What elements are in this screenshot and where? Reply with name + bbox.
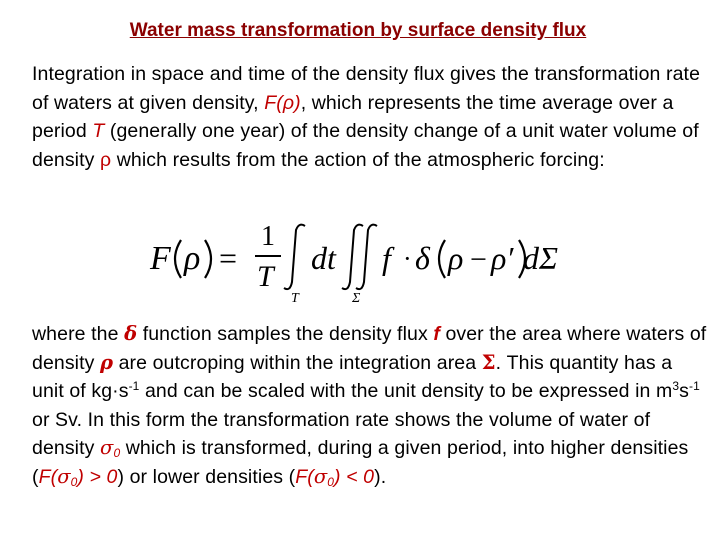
formula-one: 1	[261, 221, 275, 252]
rho-symbol: ρ	[100, 148, 112, 171]
sigma-area-symbol: Σ	[481, 350, 496, 374]
subscript: 0	[327, 474, 335, 489]
sub-T: T	[291, 291, 299, 306]
text-run: . This quantity has a unit of kg·s	[32, 351, 673, 402]
formula-rho-2: ρ	[448, 240, 464, 276]
paren-open	[175, 240, 181, 278]
paren-open-2	[439, 240, 445, 278]
explanation-paragraph	[32, 320, 708, 491]
exponent: 3	[672, 379, 680, 393]
sigma-symbol: σ	[100, 436, 114, 459]
text-run: , which represents the time average over a period	[32, 91, 674, 142]
formula-rho-prime: ρ′	[491, 240, 514, 276]
sub-Sigma: Σ	[352, 291, 361, 306]
flux-symbol: f	[433, 323, 440, 345]
text-run: (generally one year) of the density change of a unit water volume of density	[32, 120, 699, 171]
formula-dt: dt	[311, 240, 336, 276]
text-run: s	[679, 380, 690, 402]
text-run: are outcroping within the integration area	[113, 351, 482, 374]
integral-sign-area-2	[356, 225, 377, 289]
intro-paragraph	[32, 60, 708, 174]
f-open: F(	[295, 465, 314, 488]
text-run: and can be scaled with the unit density to be expressed in m	[139, 380, 673, 402]
period-symbol: T	[92, 120, 105, 142]
f-open: F(	[38, 465, 58, 488]
integral-sign-area-1	[342, 225, 363, 289]
text-run: ) or lower densities (	[117, 465, 296, 488]
formula-dSigma: dΣ	[523, 240, 559, 276]
formula-rho: ρ	[184, 240, 201, 277]
transformation-formula	[145, 212, 565, 312]
delta-symbol: δ	[124, 322, 138, 345]
paren-close	[205, 240, 211, 278]
formula-f: f	[382, 240, 391, 276]
f-close-positive: ) > 0	[77, 465, 118, 488]
formula-svg	[145, 212, 565, 312]
text-run: which is transformed, during a given period, into higher densities (	[32, 437, 689, 488]
subscript: 0	[70, 474, 78, 489]
formula-T: T	[257, 260, 274, 293]
exponent: -1	[128, 379, 140, 393]
exponent: -1	[689, 379, 700, 393]
formula-dot: ·	[403, 244, 412, 273]
f-rho-term: F(ρ)	[264, 91, 301, 114]
f-close-negative: ) < 0	[334, 465, 375, 488]
text-run: where the	[32, 323, 125, 345]
formula-equals: =	[219, 240, 238, 276]
text-run: ).	[374, 465, 387, 488]
text-run: or Sv. In this form the transformation rate shows the volume of water of density	[32, 408, 651, 459]
formula-F: F	[150, 240, 171, 277]
text-run: which results from the action of the atmospheric forcing:	[111, 148, 605, 171]
text-run: Integration in space and time of the density flux gives the transformation rate of waters at given density,	[32, 63, 701, 114]
subscript: 0	[113, 446, 121, 460]
integral-sign-time	[284, 225, 305, 289]
formula-minus: −	[470, 243, 487, 276]
sigma-symbol: σ	[313, 464, 328, 488]
text-run: function samples the density flux	[137, 323, 434, 345]
sigma-symbol: σ	[57, 464, 71, 488]
rho-symbol: ρ	[100, 350, 114, 374]
text-run: over the area where waters of density	[32, 323, 707, 374]
slide-title: Water mass transformation by surface density flux	[129, 20, 587, 41]
formula-delta: δ	[415, 240, 430, 276]
